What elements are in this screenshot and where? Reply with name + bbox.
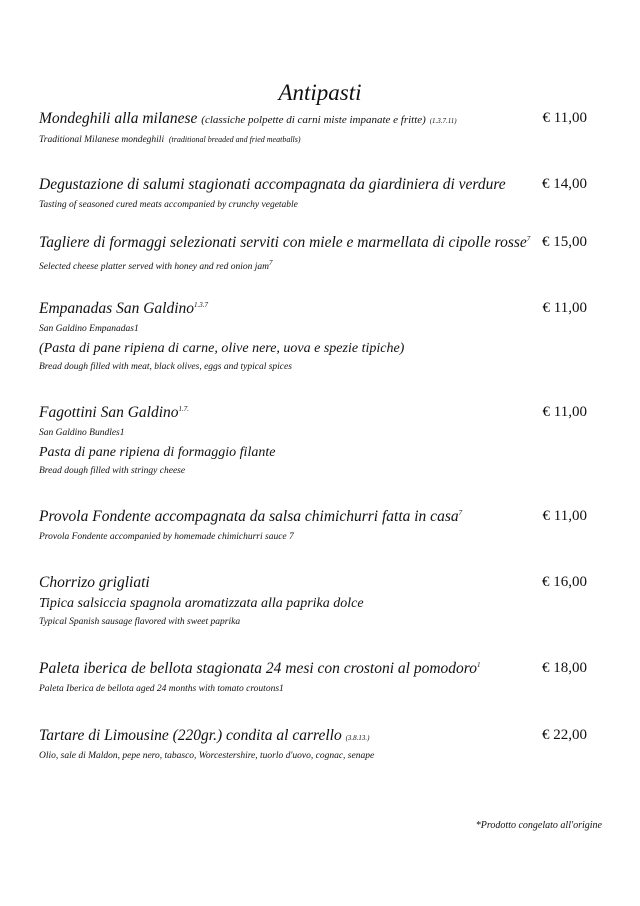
section-title: Antipasti (278, 80, 362, 105)
item-english: Traditional Milanese mondeghili (39, 135, 165, 145)
menu-item (39, 110, 599, 149)
menu-item (39, 234, 599, 273)
menu-item (39, 508, 599, 547)
item-english: Tasting of seasoned cured meats accompanied by crunchy vegetable (39, 200, 298, 210)
item-name: Tartare di Limousine (220gr.) condita al carrello (39, 727, 342, 744)
item-english: San Galdino Empanadas1 (39, 324, 139, 334)
item-english: Paleta Iberica de bellota aged 24 months with tomato croutons1 (39, 684, 284, 694)
item-allergens: 7 (526, 234, 531, 243)
item-english: Selected cheese platter served with honey and red onion jam (39, 262, 269, 273)
item-name: Mondeghili alla milanese (39, 110, 198, 127)
item-name: Chorrizo grigliati (39, 574, 150, 591)
item-description: (Pasta di pane ripiena di carne, olive nere, uova e spezie tipiche) (39, 341, 405, 356)
item-allergens: (1.3.7.11) (429, 117, 457, 125)
menu-item (39, 176, 599, 215)
item-description-english: Bread dough filled with meat, black olives, eggs and typical spices (39, 362, 292, 372)
item-price: € 15,00 (542, 234, 587, 250)
item-name: Empanadas San Galdino (39, 300, 194, 317)
menu-item (39, 660, 599, 699)
item-price: € 14,00 (542, 176, 587, 192)
menu-item (39, 404, 599, 481)
item-allergens: 1.7. (178, 404, 189, 413)
item-price: € 22,00 (542, 727, 587, 743)
item-name: Provola Fondente accompagnata da salsa chimichurri fatta in casa (39, 508, 459, 525)
item-price: € 18,00 (542, 660, 587, 676)
footer-note: *Prodotto congelato all'origine (475, 820, 602, 831)
item-english: Provola Fondente accompanied by homemade chimichurri sauce 7 (39, 532, 294, 542)
item-price: € 16,00 (542, 574, 587, 590)
item-note: (classiche polpette di carni miste impanate e fritte) (201, 114, 426, 126)
item-description: Pasta di pane ripiena di formaggio filante (39, 445, 276, 460)
item-name: Paleta iberica de bellota stagionata 24 mesi con crostoni al pomodoro (39, 660, 477, 677)
item-english-note: (traditional breaded and fried meatballs) (168, 135, 301, 144)
item-allergens: 7 (458, 508, 463, 517)
item-english-allergens: 7 (268, 259, 273, 267)
item-english: San Galdino Bundles1 (39, 428, 125, 438)
item-price: € 11,00 (542, 300, 587, 316)
item-price: € 11,00 (542, 404, 587, 420)
item-description-english: Typical Spanish sausage flavored with sweet paprika (39, 617, 241, 627)
item-allergens: 1 (476, 660, 481, 669)
item-price: € 11,00 (542, 508, 587, 524)
item-description-english: Bread dough filled with stringy cheese (39, 466, 186, 476)
item-allergens: (3.8.13.) (345, 734, 370, 742)
item-english: Olio, sale di Maldon, pepe nero, tabasco, Worcestershire, tuorlo d'uovo, cognac, senape (39, 751, 375, 761)
item-name: Degustazione di salumi stagionati accompagnata da giardiniera di verdure (39, 176, 506, 193)
item-description: Tipica salsiccia spagnola aromatizzata alla paprika dolce (39, 596, 364, 611)
item-name: Fagottini San Galdino (39, 404, 179, 421)
menu-item (39, 727, 599, 766)
item-price: € 11,00 (542, 110, 587, 126)
item-allergens: 1.3.7 (194, 300, 208, 309)
menu-item (39, 300, 599, 377)
item-name: Tagliere di formaggi selezionati serviti con miele e marmellata di cipolle rosse (39, 234, 527, 251)
menu-item (39, 574, 599, 632)
